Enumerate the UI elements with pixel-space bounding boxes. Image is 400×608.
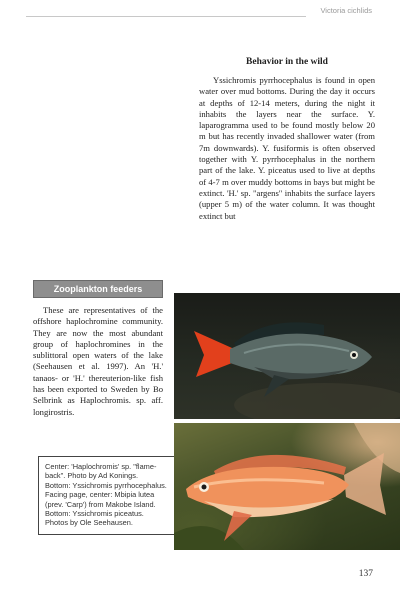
caption-line: Facing page, center: Mbipia lutea (prev. 'Carp') from Makobe Island.: [45, 490, 156, 509]
caption-line: Photos by Ole Seehausen.: [45, 518, 133, 528]
caption-line: Bottom: Yssichromis pyrrhocephalus.: [45, 480, 167, 490]
caption-line: Bottom: Yssichromis piceatus.: [45, 509, 144, 519]
section-heading-zooplankton: Zooplankton feeders: [33, 280, 163, 298]
photo-yssichromis-fish: [174, 423, 400, 550]
running-header: Victoria cichlids: [320, 6, 372, 15]
photo-flameback-fish: [174, 293, 400, 419]
fish-illustration-orange: [174, 423, 400, 550]
behavior-paragraph: Yssichromis pyrrhocephalus is found in open water over mud bottoms. During the day it occurs at depths of 12-14 meters, during the night it inhabits the layers near the surface. Y. laparogramma used to be found mostly below 20 m but has recently invaded shallower water (from 7m downwards). Y. fusiformis is often observed together with Y. pyrrhocephalus in the northern part of the lake. Y. piceatus used to live at depths of 4-7 m over muddy bottoms in bays but might be extinct. 'H.' sp. "argens" inhabits the surface layers (upper 5 m) of the water column. It was thought extinct but: [199, 75, 375, 221]
zooplankton-paragraph: These are representatives of the offshore haplochromine community. They are now the most abundant group of haplochromines in the sublittoral open waters of the lake (Seehausen et al. 1997). An 'H.' tanaos- or 'H.' thereuterion-like fish has been exported to Sweden by Bo Selbrink as Haplochromis. sp. aff. longirostris.: [33, 305, 163, 417]
caption-line: Center: 'Haplochromis' sp. "flame-back". Photo by Ad Konings.: [45, 462, 157, 481]
header-rule: [26, 16, 306, 17]
section-heading-behavior: Behavior in the wild: [246, 57, 328, 67]
fish-illustration-flameback: [174, 293, 400, 419]
page-number: 137: [358, 569, 373, 579]
photo-caption-box: [38, 456, 176, 535]
